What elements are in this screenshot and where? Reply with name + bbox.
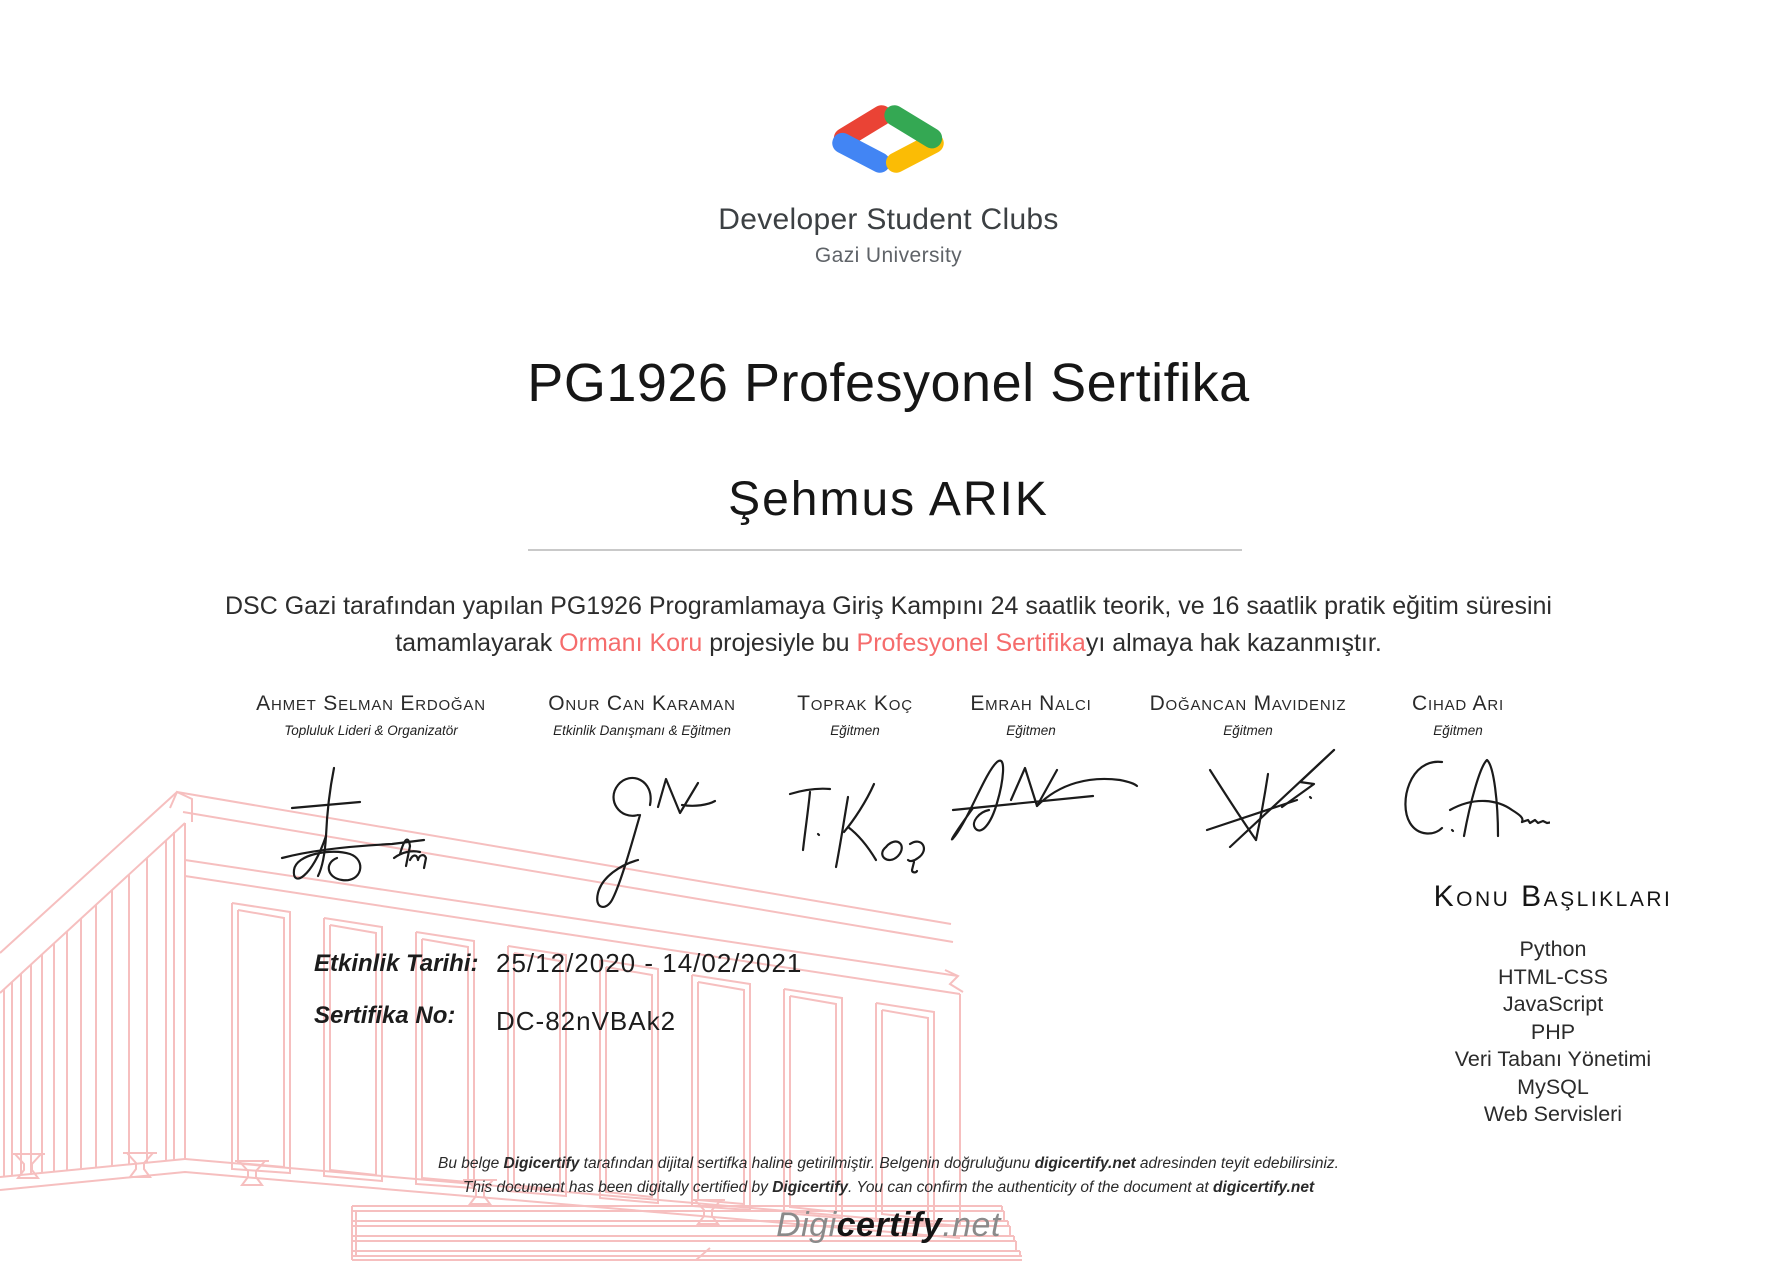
signature-mavideniz-icon — [1182, 742, 1342, 857]
body-text-line2 — [0, 629, 1777, 658]
footer-text: adresinden teyit edebilirsiniz. — [1135, 1155, 1339, 1172]
footer-url-bold: digicertify.net — [1213, 1179, 1315, 1196]
signer-title: Eğitmen — [830, 723, 880, 738]
certificate-type-highlight: Profesyonel Sertifika — [856, 629, 1086, 657]
cert-no-label: Sertifika No: — [314, 1002, 456, 1029]
footer-brand-bold: Digicertify — [772, 1179, 848, 1196]
body-text-part: yı almaya hak kazanmıştır. — [1085, 629, 1382, 657]
dsc-chevrons-logo — [824, 104, 952, 174]
body-text-part: tamamlayarak — [395, 629, 560, 657]
signer-name: Doğancan Mavideniz — [1149, 692, 1347, 715]
signer-name: Toprak Koç — [797, 692, 913, 715]
project-name-highlight: Ormanı Koru — [559, 629, 703, 657]
topics-section — [1330, 880, 1776, 1129]
chapter-name: Gazi University — [814, 244, 963, 267]
footer-line-en — [0, 1179, 1777, 1197]
topic-item: JavaScript — [1502, 992, 1604, 1016]
signer-block — [527, 692, 757, 738]
recipient-underline — [528, 549, 1242, 551]
signer-block — [1378, 692, 1538, 738]
brand-part: certify — [836, 1206, 943, 1244]
footer-line-tr — [0, 1155, 1777, 1173]
topic-item: PHP — [1530, 1019, 1576, 1044]
footer-url-bold: digicertify.net — [1034, 1155, 1136, 1172]
certificate-title: PG1926 Profesyonel Sertifika — [527, 353, 1250, 413]
signer-block — [1133, 692, 1363, 738]
signer-title: Eğitmen — [1006, 723, 1056, 738]
signer-name: Cihad Arı — [1412, 692, 1504, 715]
topics-heading: Konu Başlıkları — [1433, 880, 1673, 913]
signer-block — [951, 692, 1111, 738]
signer-name: Onur Can Karaman — [548, 692, 736, 715]
signer-title: Eğitmen — [1223, 723, 1273, 738]
topic-item: Web Servisleri — [1483, 1102, 1623, 1126]
signature-karaman-icon — [570, 765, 720, 915]
footer-brand-bold: Digicertify — [503, 1155, 580, 1172]
signer-name: Emrah Nalcı — [970, 692, 1092, 715]
signature-erdogan-icon — [272, 758, 442, 908]
topic-item: Veri Tabanı Yönetimi — [1454, 1047, 1652, 1071]
recipient-name: Şehmus ARIK — [728, 473, 1049, 526]
body-text-part: projesiyle bu — [702, 629, 857, 657]
topics-list — [1330, 936, 1776, 1129]
signer-title: Topluluk Lideri & Organizatör — [284, 723, 458, 738]
signer-title: Etkinlik Danışmanı & Eğitmen — [553, 723, 731, 738]
footer-text: tarafından dijital sertifka haline getirilmiştir. Belgenin doğruluğunu — [579, 1155, 1035, 1172]
signature-koc-icon — [778, 772, 938, 892]
topic-item: Python — [1519, 937, 1587, 961]
digicertify-logo — [0, 1206, 1777, 1245]
signature-nalci-icon — [945, 748, 1145, 853]
signer-block — [241, 692, 501, 738]
signature-ari-icon — [1390, 748, 1550, 848]
cert-no-value: DC-82nVBAk2 — [496, 1006, 677, 1036]
signer-title: Eğitmen — [1433, 723, 1483, 738]
footer-text: Bu belge — [438, 1155, 504, 1172]
event-date-value: 25/12/2020 - 14/02/2021 — [496, 948, 803, 978]
body-text-line1: DSC Gazi tarafından yapılan PG1926 Programlamaya Giriş Kampını 24 saatlik teorik, ve 16 saatlik pratik eğitim süresini — [225, 592, 1552, 620]
topic-item: MySQL — [1517, 1074, 1589, 1099]
event-date-label: Etkinlik Tarihi: — [314, 950, 479, 977]
brand-part: Digi — [776, 1206, 837, 1244]
org-name: Developer Student Clubs — [718, 203, 1059, 236]
footer-text: This document has been digitally certified by — [462, 1179, 773, 1196]
signer-block — [775, 692, 935, 738]
topic-item: HTML-CSS — [1498, 964, 1608, 989]
footer-text: . You can confirm the authenticity of the document at — [848, 1179, 1214, 1196]
brand-part: .net — [942, 1206, 1001, 1244]
signer-name: Ahmet Selman Erdoğan — [256, 692, 486, 715]
